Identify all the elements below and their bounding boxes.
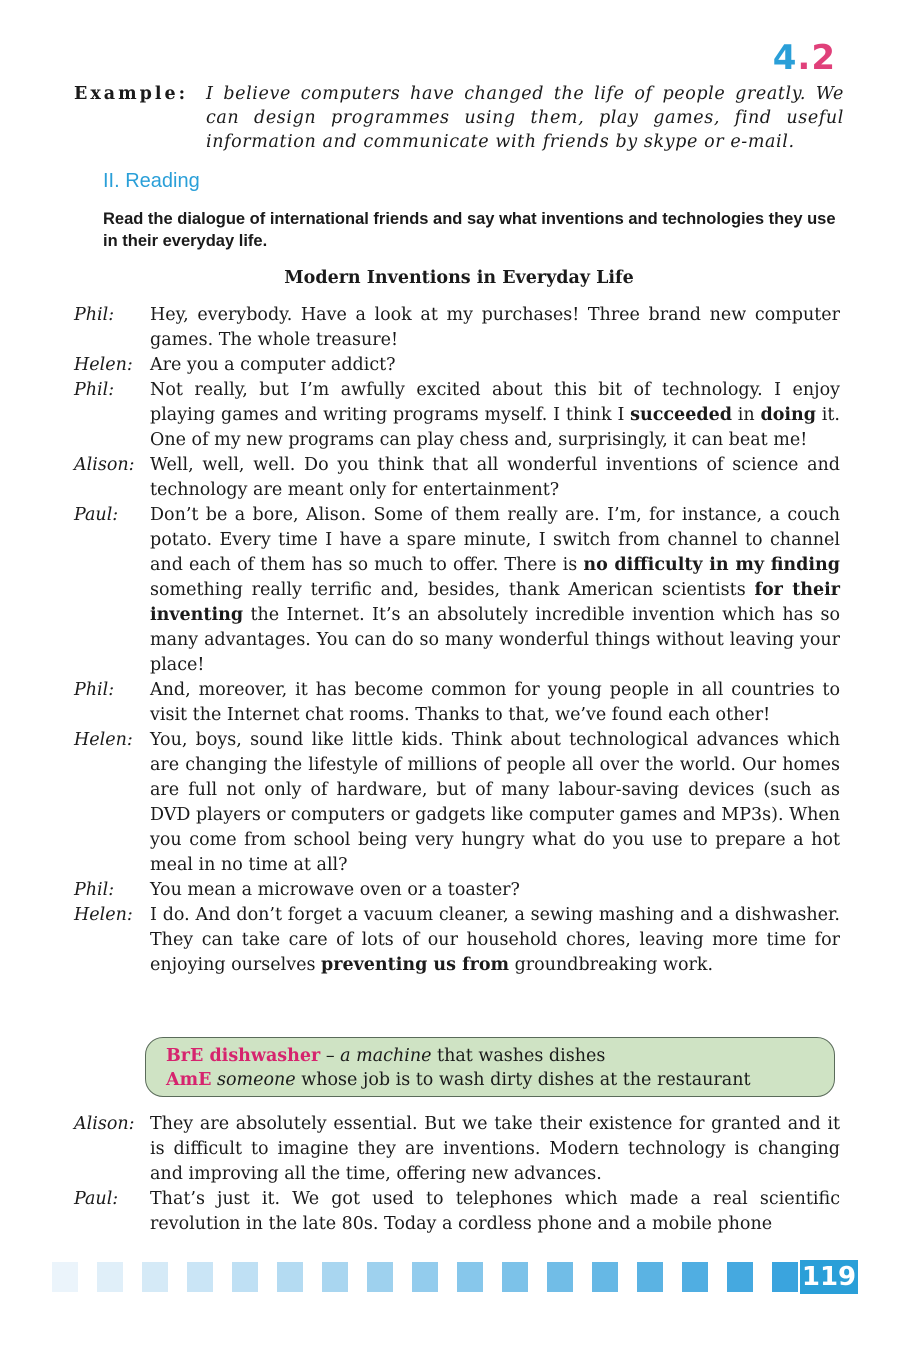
dialogue-part-1 [74,303,840,978]
footer-square [187,1262,213,1292]
key-phrase: doing [760,405,816,425]
lesson-number-minor: 2 [811,38,836,78]
speaker-name: Paul: [74,1189,119,1209]
dialogue-line [74,1187,840,1237]
note-dash: – [320,1046,341,1066]
page-number: 119 [801,1262,857,1292]
speaker-name: Phil: [74,305,115,325]
speaker-name: Helen: [74,730,133,750]
dialogue-line [74,353,840,378]
dialogue-part-2 [74,1112,840,1237]
speech-text: That’s just it. We got used to telephones which made a real scientific revolution in the late 80s. Today a cordless phone and a mobile phone [150,1189,840,1234]
example-text: I believe computers have changed the life of people greatly. We can design programmes using them, play games, find useful information and communicate with friends by skype or e-mail. [206,84,844,152]
dialogue-line [74,378,840,453]
speech-text: Don’t be a bore, Alison. Some of them really are. I’m, for instance, a couch potato. Every time I have a spare minute, I switch from channel to channel and each of them has so much to offer. There is [150,505,840,575]
speech-text: I do. And don’t forget a vacuum cleaner, a sewing mashing and a dishwasher. They can take care of lots of our household chores, leaving more time for enjoying ourselves [150,905,840,975]
note-ame-definition: whose job is to wash dirty dishes at the restaurant [295,1070,751,1090]
footer-square [727,1262,753,1292]
speaker-name: Alison: [74,455,135,475]
example-block [74,82,844,154]
key-phrase: succeeded [630,405,732,425]
lesson-number-major: 4 [772,38,798,78]
footer-square [637,1262,663,1292]
footer-square [142,1262,168,1292]
example-label: Example: [74,84,189,104]
note-ame-tag: AmE [166,1070,212,1090]
speech-text: Well, well, well. Do you think that all wonderful inventions of science and technology are meant only for entertainment? [150,455,840,500]
speaker-name: Helen: [74,905,133,925]
key-phrase: preventing us from [321,955,510,975]
dialogue-title: Modern Inventions in Everyday Life [284,268,634,288]
speech-text: And, moreover, it has become common for young people in all countries to visit the Internet chat rooms. Thanks to that, we’ve found each other! [150,680,840,725]
speech-text: You mean a microwave oven or a toaster? [150,880,520,900]
dialogue-line [74,503,840,678]
footer-square [772,1262,798,1292]
footer-square [592,1262,618,1292]
footer-square [682,1262,708,1292]
lesson-number-dot: . [797,38,812,78]
note-bre-tag: BrE dishwasher [166,1046,321,1066]
footer-square [367,1262,393,1292]
lesson-number [773,38,836,78]
footer-decoration [0,1262,918,1296]
key-phrase: for their inventing [150,580,841,625]
speech-text: You, boys, sound like little kids. Think about technological advances which are changing the lifestyle of millions of people all over the world. Our homes are full not only of hardware, but of many labour-saving devices (such as DVD players or computers or gadgets like computer games and MP3s). When you come from school being very hungry what do you use to prepare a hot meal in no time at all? [150,730,840,875]
note-line-ame [166,1068,834,1092]
note-bre-definition: that washes dishes [431,1046,606,1066]
dialogue-line [74,728,840,878]
speaker-name: Phil: [74,880,115,900]
speech-text: it. One of my new programs can play chess and, surprisingly, it can beat me! [150,405,840,450]
footer-square [52,1262,78,1292]
footer-square [457,1262,483,1292]
speaker-name: Helen: [74,355,133,375]
note-ame-italic: someone [217,1070,296,1090]
footer-square [412,1262,438,1292]
speech-text: Not really, but I’m awfully excited about this bit of technology. I enjoy playing games and writing programs myself. I think I [150,380,840,425]
speech-text: in [731,405,761,425]
section-title: II. Reading [103,170,200,192]
dialogue-line [74,878,840,903]
dialogue-line [74,303,840,353]
dialogue-line [74,903,840,978]
speaker-name: Phil: [74,680,115,700]
speech-text: Hey, everybody. Have a look at my purchases! Three brand new computer games. The whole treasure! [150,305,840,350]
speech-text: Are you a computer addict? [150,355,396,375]
footer-square [232,1262,258,1292]
dialogue-line [74,1112,840,1187]
footer-square [322,1262,348,1292]
note-bre-italic: a machine [340,1046,432,1066]
note-line-bre [166,1044,834,1068]
footer-square [547,1262,573,1292]
speech-text: They are absolutely essential. But we take their existence for granted and it is difficult to imagine they are inventions. Modern technology is changing and improving all the time, offering new advances. [150,1114,840,1184]
task-instruction: Read the dialogue of international friends and say what inventions and technologies they use in their everyday life. [103,210,836,250]
footer-square [277,1262,303,1292]
vocabulary-note-box [145,1037,835,1097]
footer-square [97,1262,123,1292]
speech-text: the Internet. It’s an absolutely incredible invention which has so many advantages. You can do so many wonderful things without leaving your place! [150,605,840,675]
speaker-name: Phil: [74,380,115,400]
speaker-name: Alison: [74,1114,135,1134]
speaker-name: Paul: [74,505,119,525]
dialogue-line [74,453,840,503]
dialogue-line [74,678,840,728]
speech-text: something really terrific and, besides, thank American scientists [150,580,755,600]
footer-square [502,1262,528,1292]
key-phrase: no difficulty in my finding [583,555,840,575]
speech-text: groundbreaking work. [509,955,714,975]
